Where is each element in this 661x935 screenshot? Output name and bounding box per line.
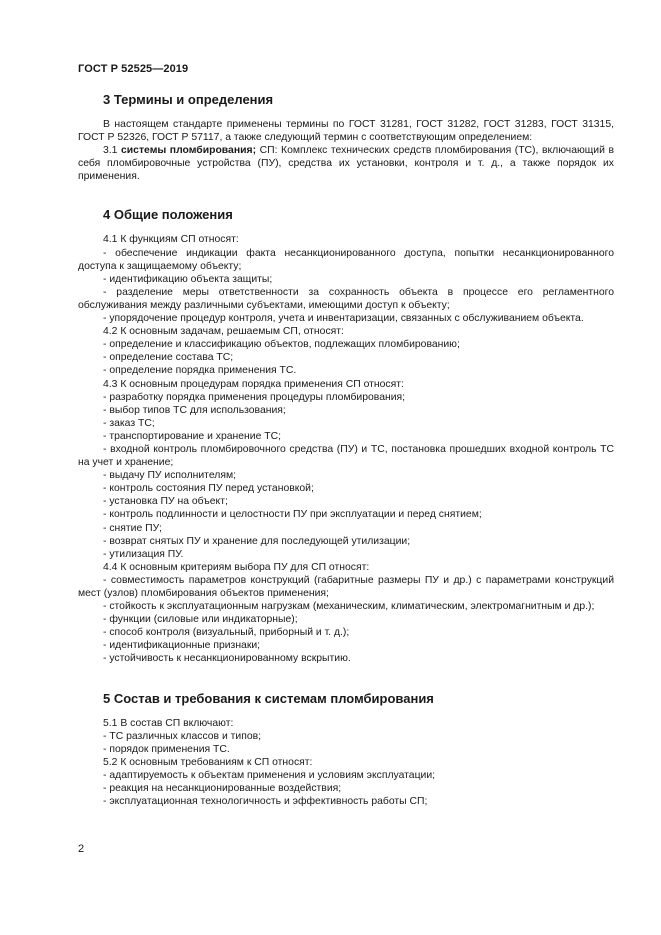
list-item: - контроль состояния ПУ перед установкой; [103, 483, 314, 495]
list-item: - разделение меры ответственности за сохранность объекта в процессе его регламентного обслуживания между различными субъектами, имеющими доступ к объекту; [78, 286, 614, 311]
list-item: - выдачу ПУ исполнителям; [103, 470, 236, 482]
document-code-header: ГОСТ Р 52525—2019 [78, 63, 189, 75]
paragraph-4-3: 4.3 К основным процедурам порядка применения СП относят: [103, 378, 404, 390]
term-number: 3.1 [103, 145, 118, 157]
list-item: - идентификацию объекта защиты; [103, 273, 273, 285]
list-item: - определение порядка применения ТС. [103, 365, 297, 377]
section-3-intro: В настоящем стандарте применены термины по ГОСТ 31281, ГОСТ 31282, ГОСТ 31283, ГОСТ 31315, ГОСТ Р 52326, ГОСТ Р 57117, а также следующий термин с соответствующим определением: [78, 119, 614, 144]
term-3-1 [78, 144, 614, 183]
document-body [78, 90, 614, 808]
list-item: - обеспечение индикации факта несанкционированного доступа, попытки несанкционированного доступа к защищаемому объекту; [78, 247, 614, 272]
page-number: 2 [78, 843, 85, 855]
section-4-title: 4 Общие положения [103, 207, 233, 223]
list-item: - определение и классификацию объектов, подлежащих пломбированию; [103, 339, 460, 351]
section-5-title: 5 Состав и требования к системам пломбирования [103, 690, 434, 706]
list-item: - ТС различных классов и типов; [103, 730, 262, 742]
paragraph-4-4: 4.4 К основным критериям выбора ПУ для СП относят: [103, 561, 370, 573]
list-item: - стойкость к эксплуатационным нагрузкам (механическим, климатическим, электромагнитным и др.); [103, 601, 595, 613]
list-item: - разработку порядка применения процедуры пломбирования; [103, 391, 406, 403]
section-4-body [78, 233, 614, 665]
list-item: - эксплуатационная технологичность и эффективность работы СП; [103, 796, 428, 808]
list-item: - возврат снятых ПУ и хранение для последующей утилизации; [103, 535, 411, 547]
list-item: - идентификационные признаки; [103, 640, 261, 652]
list-item: - установка ПУ на объект; [103, 496, 228, 508]
term-name: системы пломбирования; [121, 145, 257, 157]
list-item: - определение состава ТС; [103, 352, 234, 364]
list-item: - упорядочение процедур контроля, учета и инвентаризации, связанных с обслуживанием объекта. [103, 313, 584, 325]
paragraph-4-2: 4.2 К основным задачам, решаемым СП, относят: [103, 326, 344, 338]
list-item: - утилизация ПУ. [103, 548, 184, 560]
paragraph-5-1: 5.1 В состав СП включают: [103, 717, 234, 729]
list-item: - выбор типов ТС для использования; [103, 404, 286, 416]
paragraph-5-2: 5.2 К основным требованиям к СП относят: [103, 756, 313, 768]
paragraph-4-1: 4.1 К функциям СП относят: [103, 234, 239, 246]
section-3-title: 3 Термины и определения [103, 92, 274, 107]
list-item: - заказ ТС; [103, 417, 155, 429]
list-item: - входной контроль пломбировочного средства (ПУ) и ТС, постановка прошедших входной контроль ТС на учет и хранение; [78, 443, 614, 469]
list-item: - устойчивость к несанкционированному вскрытию. [103, 653, 351, 665]
list-item: - транспортирование и хранение ТС; [103, 430, 281, 442]
list-item: - снятие ПУ; [103, 522, 162, 534]
list-item: - адаптируемость к объектам применения и условиям эксплуатации; [103, 769, 436, 781]
term-definition: СП: Комплекс технических средств пломбирования (ТС), включающий в себя пломбировочные устройства (ПУ), средства их установки, контроля и т. д., а также порядок их применения. [78, 145, 614, 183]
list-item: - порядок применения ТС. [103, 743, 230, 755]
list-item: - реакция на несанкционированные воздействия; [103, 783, 342, 795]
list-item: - контроль подлинности и целостности ПУ при эксплуатации и перед снятием; [103, 509, 482, 521]
list-item: - способ контроля (визуальный, приборный и т. д.); [103, 627, 350, 639]
section-5-body [78, 717, 614, 809]
list-item: - функции (силовые или индикаторные); [103, 614, 298, 626]
list-item: - совместимость параметров конструкций (габаритные размеры ПУ и др.) с параметрами конструкций мест (узлов) пломбирования объектов применения; [78, 574, 614, 599]
